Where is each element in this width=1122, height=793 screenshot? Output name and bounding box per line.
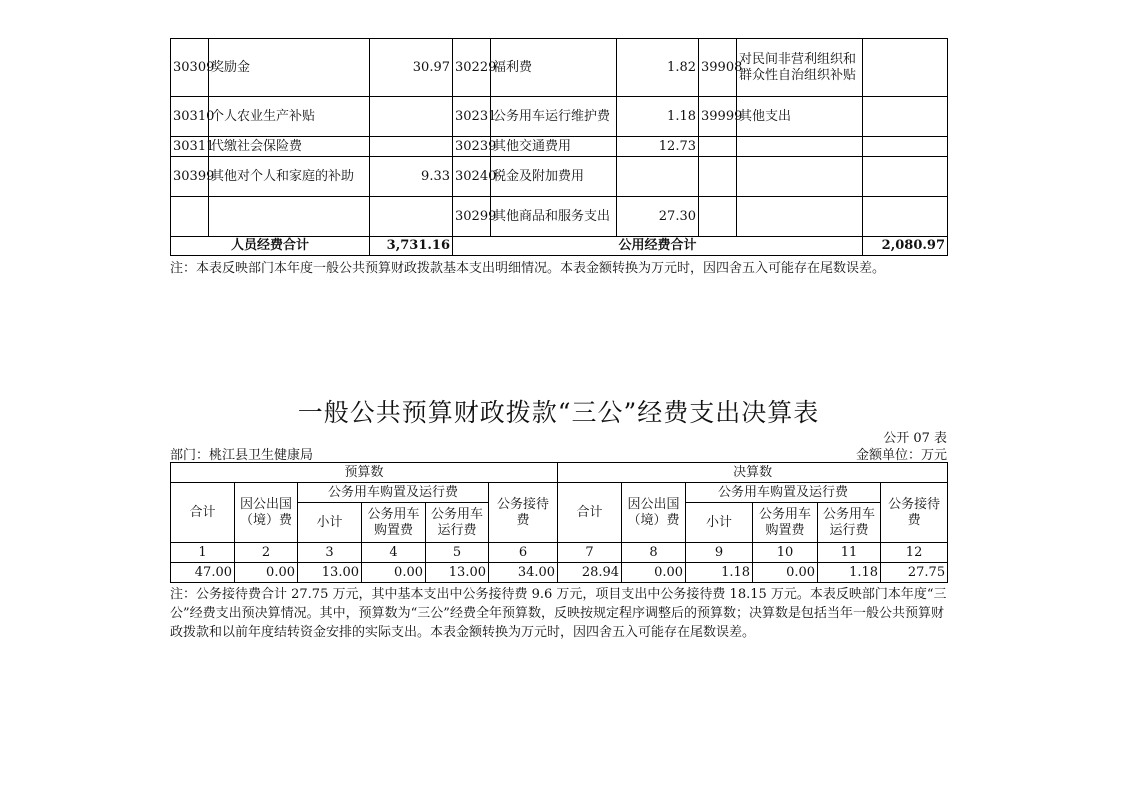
econ-name	[737, 137, 863, 157]
sangong-table-note: 注：公务接待费合计 27.75 万元，其中基本支出中公务接待费 9.6 万元，项目支出中公务接待费 18.15 万元。本表反映部门本年度“三公”经费支出预决算情况。其中，预算数为“三公”经费全年预算数，反映按规定程序调整后的预算数；决算数是包括当年一般公共预算财政拨款和以前年度结转资金安排的实际支出。本表金额转换为万元时，因四舍五入可能存在尾数误差。	[170, 587, 947, 640]
econ-code: 30239	[453, 137, 491, 157]
final-header: 决算数	[558, 463, 948, 483]
econ-name: 福利费	[491, 39, 617, 97]
table-row	[171, 39, 948, 97]
header-row	[171, 463, 948, 483]
econ-code: 30229	[453, 39, 491, 97]
amount: 12.73	[617, 137, 699, 157]
column-number: 8	[622, 543, 686, 563]
subtotal-header: 小计	[298, 503, 362, 543]
econ-code: 30309	[171, 39, 209, 97]
econ-code: 30310	[171, 97, 209, 137]
amount: 30.97	[370, 39, 453, 97]
column-number: 3	[298, 543, 362, 563]
car-group-header: 公务用车购置及运行费	[686, 483, 881, 503]
value-cell: 13.00	[426, 563, 489, 583]
column-number: 7	[558, 543, 622, 563]
header-row	[171, 483, 948, 503]
amount	[370, 197, 453, 237]
table-number: 公开 07 表	[883, 431, 947, 446]
value-cell: 47.00	[171, 563, 235, 583]
econ-code: 30231	[453, 97, 491, 137]
econ-name	[737, 157, 863, 197]
abroad-header: 因公出国（境）费	[622, 483, 686, 543]
econ-code	[699, 197, 737, 237]
value-cell: 0.00	[362, 563, 426, 583]
column-number: 11	[818, 543, 881, 563]
reception-header: 公务接待费	[881, 483, 948, 543]
column-number: 4	[362, 543, 426, 563]
value-cell: 0.00	[753, 563, 818, 583]
econ-code: 30240	[453, 157, 491, 197]
econ-code: 39999	[699, 97, 737, 137]
econ-code: 30299	[453, 197, 491, 237]
amount: 1.18	[617, 97, 699, 137]
page-title: 一般公共预算财政拨款“三公”经费支出决算表	[297, 398, 820, 427]
expenditure-detail-table	[170, 38, 948, 256]
amount: 1.82	[617, 39, 699, 97]
table-row	[171, 197, 948, 237]
budget-header: 预算数	[171, 463, 558, 483]
amount: 9.33	[370, 157, 453, 197]
econ-name: 奖励金	[209, 39, 370, 97]
value-cell: 0.00	[235, 563, 298, 583]
value-cell: 1.18	[686, 563, 753, 583]
econ-name: 代缴社会保险费	[209, 137, 370, 157]
econ-code: 30311	[171, 137, 209, 157]
amount	[863, 157, 948, 197]
total-header: 合计	[171, 483, 235, 543]
amount	[370, 97, 453, 137]
car-purchase-header: 公务用车购置费	[362, 503, 426, 543]
econ-code: 39908	[699, 39, 737, 97]
reception-header: 公务接待费	[489, 483, 558, 543]
column-number: 10	[753, 543, 818, 563]
econ-name: 其他支出	[737, 97, 863, 137]
column-number: 9	[686, 543, 753, 563]
econ-name: 对民间非营利组织和群众性自治组织补贴	[737, 39, 863, 97]
value-cell: 34.00	[489, 563, 558, 583]
department-label: 部门：桃江县卫生健康局	[170, 448, 314, 463]
econ-name: 其他对个人和家庭的补助	[209, 157, 370, 197]
column-number: 6	[489, 543, 558, 563]
econ-name: 个人农业生产补贴	[209, 97, 370, 137]
value-cell: 13.00	[298, 563, 362, 583]
personnel-total-value: 3,731.16	[370, 237, 453, 256]
detail-table-note: 注：本表反映部门本年度一般公共预算财政拨款基本支出明细情况。本表金额转换为万元时，因四舍五入可能存在尾数误差。	[170, 261, 886, 276]
econ-name	[209, 197, 370, 237]
column-number: 1	[171, 543, 235, 563]
econ-name: 其他交通费用	[491, 137, 617, 157]
value-cell: 0.00	[622, 563, 686, 583]
econ-code	[699, 137, 737, 157]
column-number: 12	[881, 543, 948, 563]
amount: 27.30	[617, 197, 699, 237]
amount-unit-label: 金额单位：万元	[855, 448, 947, 463]
econ-name: 其他商品和服务支出	[491, 197, 617, 237]
value-cell: 27.75	[881, 563, 948, 583]
values-row	[171, 563, 948, 583]
amount	[370, 137, 453, 157]
personnel-total-label: 人员经费合计	[171, 237, 370, 256]
total-header: 合计	[558, 483, 622, 543]
car-running-header: 公务用车运行费	[426, 503, 489, 543]
column-number: 2	[235, 543, 298, 563]
three-public-expenses-table	[170, 462, 948, 583]
table-row	[171, 137, 948, 157]
amount	[863, 137, 948, 157]
amount	[863, 97, 948, 137]
econ-code: 30399	[171, 157, 209, 197]
car-group-header: 公务用车购置及运行费	[298, 483, 489, 503]
value-cell: 1.18	[818, 563, 881, 583]
car-running-header: 公务用车运行费	[818, 503, 881, 543]
econ-name: 公务用车运行维护费	[491, 97, 617, 137]
public-total-value: 2,080.97	[863, 237, 948, 256]
value-cell: 28.94	[558, 563, 622, 583]
amount	[863, 197, 948, 237]
car-purchase-header: 公务用车购置费	[753, 503, 818, 543]
subtotal-header: 小计	[686, 503, 753, 543]
econ-name	[737, 197, 863, 237]
amount	[863, 39, 948, 97]
econ-name: 税金及附加费用	[491, 157, 617, 197]
totals-row	[171, 237, 948, 256]
column-number-row	[171, 543, 948, 563]
amount	[617, 157, 699, 197]
econ-code	[699, 157, 737, 197]
table-row	[171, 157, 948, 197]
abroad-header: 因公出国（境）费	[235, 483, 298, 543]
column-number: 5	[426, 543, 489, 563]
table-row	[171, 97, 948, 137]
public-total-label: 公用经费合计	[453, 237, 863, 256]
econ-code	[171, 197, 209, 237]
